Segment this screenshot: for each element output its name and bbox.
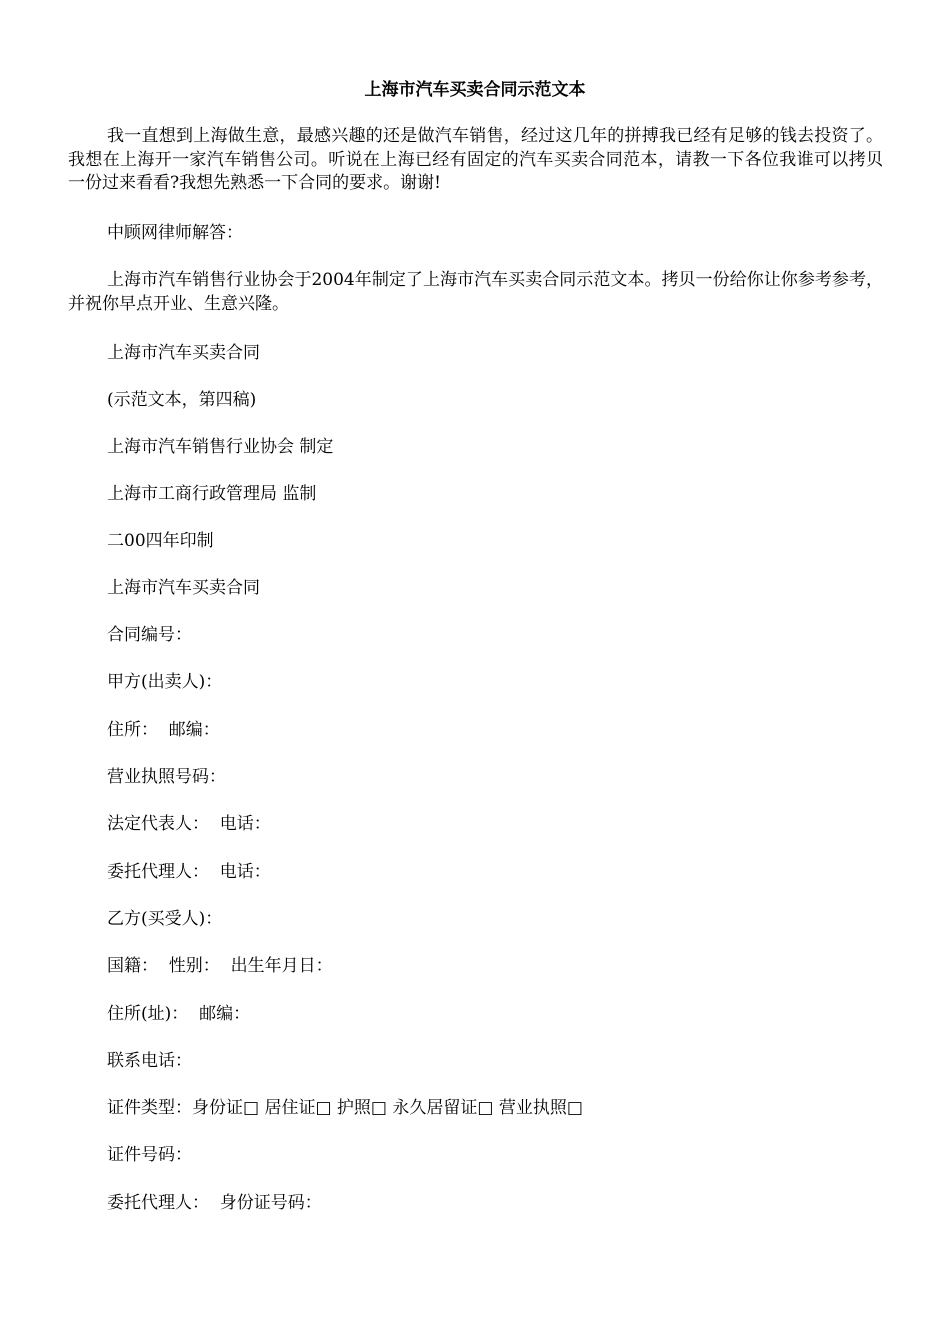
- business-license-field: 营业执照号码：: [107, 767, 226, 787]
- legal-representative-field: 法定代表人： 电话：: [107, 814, 271, 834]
- lawyer-answer-heading: 中顾网律师解答：: [107, 223, 243, 243]
- party-b-address-field: 住所(址)： 邮编：: [107, 1004, 251, 1024]
- contract-heading-line: 上海市汽车买卖合同: [107, 578, 260, 598]
- lawyer-answer-paragraph: 上海市汽车销售行业协会于2004年制定了上海市汽车买卖合同示范文本。拷贝一份给你让你参考参考，并祝你早点开业、生意兴隆。: [68, 270, 883, 314]
- intro-question-paragraph: 我一直想到上海做生意，最感兴趣的还是做汽车销售，经过这几年的拼搏我已经有足够的钱去投资了。我想在上海开一家汽车销售公司。听说在上海已经有固定的汽车买卖合同范本，请教一下各位我谁可以拷贝一份过来看看?我想先熟悉一下合同的要求。谢谢!: [68, 126, 883, 193]
- contact-phone-field: 联系电话：: [107, 1051, 192, 1071]
- contract-number-field: 合同编号：: [107, 625, 192, 645]
- document-title: 上海市汽车买卖合同示范文本: [364, 80, 586, 100]
- party-b-agent-field: 委托代理人： 身份证号码：: [107, 1193, 322, 1213]
- party-a-field: 甲方(出卖人)：: [107, 672, 223, 692]
- id-number-field: 证件号码：: [107, 1145, 192, 1165]
- printed-year-line: 二00四年印制: [107, 531, 214, 551]
- party-b-field: 乙方(买受人)：: [107, 909, 223, 929]
- drafted-by-line: 上海市汽车销售行业协会 制定: [107, 437, 334, 457]
- id-type-field: 证件类型：身份证□ 居住证□ 护照□ 永久居留证□ 营业执照□: [107, 1098, 583, 1118]
- contract-version-line: (示范文本，第四稿): [107, 390, 257, 410]
- party-a-address-field: 住所： 邮编：: [107, 720, 220, 740]
- nationality-gender-birth-field: 国籍： 性别： 出生年月日：: [107, 956, 333, 976]
- supervised-by-line: 上海市工商行政管理局 监制: [107, 484, 317, 504]
- party-a-agent-field: 委托代理人： 电话：: [107, 862, 271, 882]
- contract-name-line: 上海市汽车买卖合同: [107, 343, 260, 363]
